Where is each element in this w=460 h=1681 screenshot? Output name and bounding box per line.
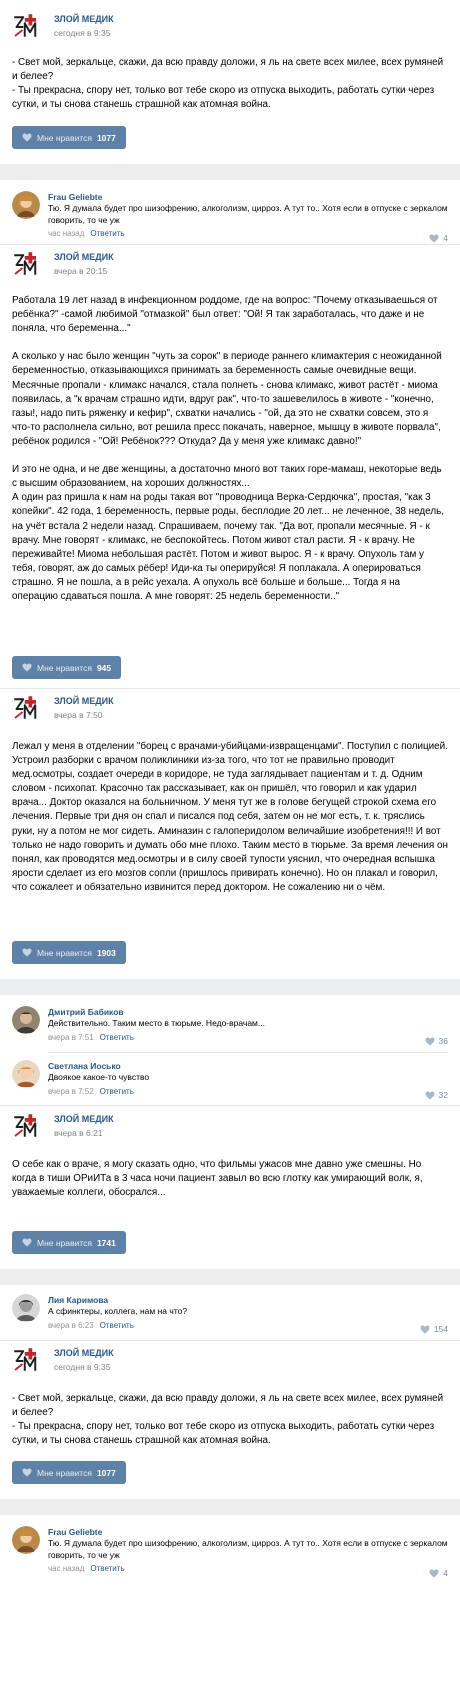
comment-like-button[interactable] [429, 1568, 448, 1578]
section-gap [0, 1499, 460, 1515]
section-gap [0, 979, 460, 995]
comment-text: А сфинктеры, коллега, нам на что? [48, 1306, 188, 1316]
avatar[interactable] [12, 1006, 40, 1034]
reply-link[interactable]: Ответить [90, 1564, 125, 1573]
like-button[interactable]: Мне нравится 1903 [12, 941, 126, 964]
reply-link[interactable]: Ответить [99, 1032, 134, 1042]
avatar[interactable] [12, 191, 40, 219]
post-author[interactable]: ЗЛОЙ МЕДИК [54, 1114, 114, 1124]
post-header [12, 1112, 114, 1142]
like-button[interactable]: Мне нравится 1741 [12, 1231, 126, 1254]
like-button[interactable]: Мне нравится 1077 [12, 126, 126, 149]
section-gap [0, 1269, 460, 1285]
post-author[interactable]: ЗЛОЙ МЕДИК [54, 1348, 114, 1358]
heart-icon [22, 1468, 32, 1477]
like-button[interactable]: Мне нравится 1077 [12, 1461, 126, 1484]
comment [12, 1526, 448, 1578]
like-count: 1903 [96, 947, 116, 958]
comment-like-button[interactable] [425, 1090, 448, 1100]
post-header [12, 1346, 114, 1376]
comment-text: Двоякое какое-то чувство [48, 1072, 150, 1082]
comment-like-count: 4 [443, 233, 448, 243]
comment-author[interactable]: Дмитрий Бабиков [48, 1007, 124, 1017]
comment-time[interactable]: вчера в 7:51 [48, 1032, 94, 1042]
zm-logo-icon[interactable] [12, 1346, 42, 1376]
comment-time[interactable]: час назад [48, 1564, 85, 1573]
post-text: Лежал у меня в отделении "борец с врачами-убийцами-извращенцами". Поступил с полицией. Устроил разборки с врачом поликлиники из-за того, что тот не правильно проводит мед.осмотры, создает очереди в коридоре, не туда заглядывает пациентам и т. д. Одним словом - психопат. Красочно так рассказывает, как он пришёл, что говорил и как ударил врача... Доктор оказался на больничном. У меня тут же в голове бегущей строкой схема его лечения. Первые три дня он спал и писался под себя, затем он не мог есть, т. к. тряслись руки, ну а потом не мог сидеть. Аминазин с галоперидолом величайшие изобретения!!! И вот только не надо говорить и думать обо мне плохо. Таким место в тюрьме. За время лечения он понял, как проводятся мед.осмотры и в силу своей тупости уяснил, что очередная вспышка ярости сделает из его мозгов сопли (пришлось привирать конечно). Но он плакал и говорил, что сожалеет и обязательно извинится перед доктором. Не сожалению ни о чём. [12, 741, 448, 893]
post-text: Работала 19 лет назад в инфекционном роддоме, где на вопрос: "Почему отказываешься от ребёнка?" -самой любимой "отмазкой" был ответ: "Ой! Я так заработалась, что даже и не поняла, что беременна..." А сколько у нас было женщин "чуть за сорок" в периоде раннего климактерия с неожиданной беременностью, отказывающихся принимать за беременность самые очевидные вещи. Месячные пропали - климакс начался, стала полнеть - снова климакс, живот растёт - миома появилась, а "к врачам страшно идти, вдруг рак", что-то зашевелилось в животе - "конечно, газы!, надо пить ряженку и кефир", схватки начались - "ой, да это не схватки совсем, это я что-то располнела сильно, вот решила пресс покачать, наверное, мышцу в животе порвала", ребёнок родился - "Ой! Ребёнок??? Откуда? Да у меня уже климакс давно!" И это не одна, и не две женщины, а достаточно много вот таких горе-мамаш, некоторые ведь с высшим образованием, на хороших должностях... А один раз пришла к нам на роды такая вот "проводница Верка-Сердючка", простая, "как 3 копейки". 42 года, 1 беременность, первые роды, бесплодие 20 лет... не леченное, 38 недель, на учёт встала 2 недели назад. Спрашиваем, почему так. "Да вот, пропали месячные. Я - к врачу. Мне говорят - климакс, не беспокойтесь. Потом живот стал расти. Я - к врачу. Не переживайте! Миома небольшая растёт. Потом и живот вырос. Я - к врачу. Опухоль там у тебя, говорят, аж до самых рёбер! Иди-ка ты оперируйся! Я поплакала. А оперироваться страшно. Я не пошла, а в рейс уехала. А опухоль всё больше и больше... Тогда я на операцию сдаваться пошла. А мне говорят: 25 недель беременности.." [12, 295, 444, 602]
like-count: 1741 [96, 1237, 116, 1248]
post-date[interactable]: сегодня в 9:35 [54, 1362, 111, 1372]
comment-text: Действительно. Таким место в тюрьме. Недо-врачам... [48, 1018, 265, 1028]
zm-logo-icon[interactable] [12, 694, 42, 724]
post-author[interactable]: ЗЛОЙ МЕДИК [54, 14, 114, 24]
heart-icon [22, 948, 32, 957]
comment-time[interactable]: час назад [48, 229, 85, 238]
comment-like-count: 4 [443, 1568, 448, 1578]
post-text: - Свет мой, зеркальце, скажи, да всю правду доложи, я ль на свете всех милее, всех румяней и белее? - Ты прекрасна, спору нет, только вот тебе скоро из отпуска выходить, работать сутки через сутки, и ты снова станешь страшной как атомная война. [12, 1393, 444, 1447]
avatar[interactable] [12, 1060, 40, 1088]
comment-like-button[interactable] [425, 1036, 448, 1046]
post-header [12, 12, 114, 42]
divider [0, 1340, 460, 1341]
like-button[interactable]: Мне нравится 945 [12, 656, 121, 679]
comment-text: Тю. Я думала будет про шизофрению, алкоголизм, цирроз. А тут то.. Хотя если в отпуске с зеркалом говорить, то че уж [48, 203, 448, 225]
reply-link[interactable]: Ответить [90, 229, 125, 238]
heart-icon [22, 663, 32, 672]
divider [0, 1105, 460, 1106]
post-date[interactable]: вчера в 6:21 [54, 1128, 103, 1138]
comment-time[interactable]: вчера в 7:52 [48, 1086, 94, 1096]
post-date[interactable]: сегодня в 9:35 [54, 28, 111, 38]
comment [12, 1294, 448, 1334]
post-date[interactable]: вчера в 20:15 [54, 266, 108, 276]
comment-like-count: 36 [438, 1036, 448, 1046]
post-date[interactable]: вчера в 7:50 [54, 710, 103, 720]
zm-logo-icon[interactable] [12, 250, 42, 280]
heart-icon [429, 234, 439, 243]
like-count: 1077 [96, 1467, 116, 1478]
heart-icon [425, 1037, 435, 1046]
heart-icon [22, 133, 32, 142]
comment-text: Тю. Я думала будет про шизофрению, алкоголизм, цирроз. А тут то.. Хотя если в отпуске с зеркалом говорить, то че уж [48, 1538, 448, 1560]
comment-like-button[interactable] [429, 233, 448, 243]
comment-author[interactable]: Лия Каримова [48, 1295, 109, 1305]
comment-time[interactable]: вчера в 6:23 [48, 1320, 94, 1330]
like-count: 945 [96, 662, 112, 673]
section-gap [0, 164, 460, 180]
reply-link[interactable]: Ответить [99, 1086, 134, 1096]
comment [12, 1060, 448, 1100]
comment-author[interactable]: Светлана Иосько [48, 1061, 121, 1071]
reply-link[interactable]: Ответить [99, 1320, 134, 1330]
divider [0, 244, 460, 245]
zm-logo-icon[interactable] [12, 12, 42, 42]
divider [48, 1052, 448, 1053]
divider [0, 688, 460, 689]
comment-like-count: 154 [433, 1324, 448, 1334]
avatar[interactable] [12, 1526, 40, 1554]
comment-like-button[interactable] [420, 1324, 448, 1334]
heart-icon [420, 1325, 430, 1334]
like-count: 1077 [96, 132, 116, 143]
heart-icon [429, 1569, 439, 1578]
comment-author[interactable]: Frau Geliebte [48, 192, 103, 202]
comment-author[interactable]: Frau Geliebte [48, 1527, 103, 1537]
comment [12, 1006, 448, 1046]
comment-like-count: 32 [438, 1090, 448, 1100]
post-author[interactable]: ЗЛОЙ МЕДИК [54, 252, 114, 262]
post-header [12, 694, 114, 724]
heart-icon [22, 1238, 32, 1247]
post-author[interactable]: ЗЛОЙ МЕДИК [54, 696, 114, 706]
post-text: - Свет мой, зеркальце, скажи, да всю правду доложи, я ль на свете всех милее, всех румяней и белее? - Ты прекрасна, спору нет, только вот тебе скоро из отпуска выходить, работать сутки через сутки, и ты снова станешь страшной как атомная война. [12, 57, 444, 111]
avatar[interactable] [12, 1294, 40, 1322]
comment [12, 191, 448, 243]
post-text: О себе как о враче, я могу сказать одно, что фильмы ужасов мне давно уже смешны. Но когда в тиши ОРиИТа в 3 часа ночи пациент завыл во всю глотку как умирающий волк, я, уважаемые коллеги, обосрался... [12, 1159, 423, 1199]
zm-logo-icon[interactable] [12, 1112, 42, 1142]
post-header [12, 250, 114, 280]
heart-icon [425, 1091, 435, 1100]
